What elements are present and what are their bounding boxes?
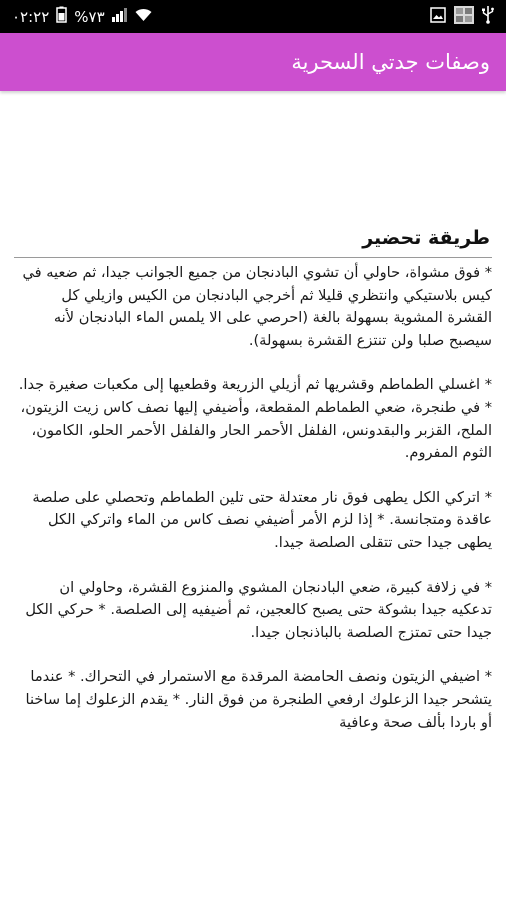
status-bar	[0, 0, 506, 33]
battery-icon	[56, 6, 67, 27]
gallery-icon	[430, 7, 446, 27]
clock: ٠٢:٢٢	[12, 7, 50, 26]
divider	[14, 257, 492, 258]
recipe-content	[15, 262, 492, 756]
signal-icon	[112, 7, 128, 26]
app-bar	[0, 33, 506, 91]
wifi-icon	[135, 8, 152, 26]
recipe-step: * اتركي الكل يطهى فوق نار معتدلة حتى تلين الطماطم وتحصلي على صلصة عاقدة ومتجانسة. * إذا لزم الأمر أضيفي نصف كاس من الماء واتركي الكل يطهى جيدا حتى تتقلى الصلصة جيدا.	[32, 488, 492, 551]
section-title: طريقة تحضير	[362, 227, 490, 249]
status-left	[12, 6, 152, 27]
status-right	[430, 6, 494, 28]
usb-icon	[482, 6, 494, 28]
recipe-step: * اغسلي الطماطم وقشريها ثم أزيلي الزريعة وقطعيها إلى مكعبات صغيرة جدا. * في طنجرة، ضعي الطماطم المقطعة، وأضيفي إليها نصف كاس زيت الزيتون، الملح، القزبر والبقدونس، الفلفل الأحمر الحار والفلفل الأحمر الحلو، الكامون، الثوم المفروم.	[18, 376, 492, 462]
recipe-step: * في زلافة كبيرة، ضعي البادنجان المشوي والمنزوع القشرة، وحاولي ان تدعكيه جيدا بشوكة حتى يصبح كالعجين، ثم أضيفيه إلى الصلصة. * حركي الكل جيدا حتى تمتزج الصلصة بالباذنجان جيدا.	[25, 578, 492, 641]
battery-percent: %٧٣	[74, 7, 105, 26]
recipe-step: * فوق مشواة، حاولي أن تشوي البادنجان من جميع الجوانب جيدا، ثم ضعيه في كيس بلاستيكي وانتظري قليلا ثم أخرجي البادنجان من الكيس وازيلي كل القشرة المشوية بسهولة بالغة (احرصي على الا يلمس الماء البادنجان لأنه سيصبح صلبا ولن تنتزع القشرة بسهولة).	[22, 264, 492, 349]
app-icon	[454, 6, 474, 28]
app-title: وصفات جدتي السحرية	[291, 50, 490, 74]
recipe-step: * اضيفي الزيتون ونصف الحامضة المرقدة مع الاستمرار في التحراك. * عندما يتشحر جيدا الزعلوك ارفعي الطنجرة من فوق النار. * يقدم الزعلوك إما ساخنا أو باردا بألف صحة وعافية	[25, 668, 492, 731]
